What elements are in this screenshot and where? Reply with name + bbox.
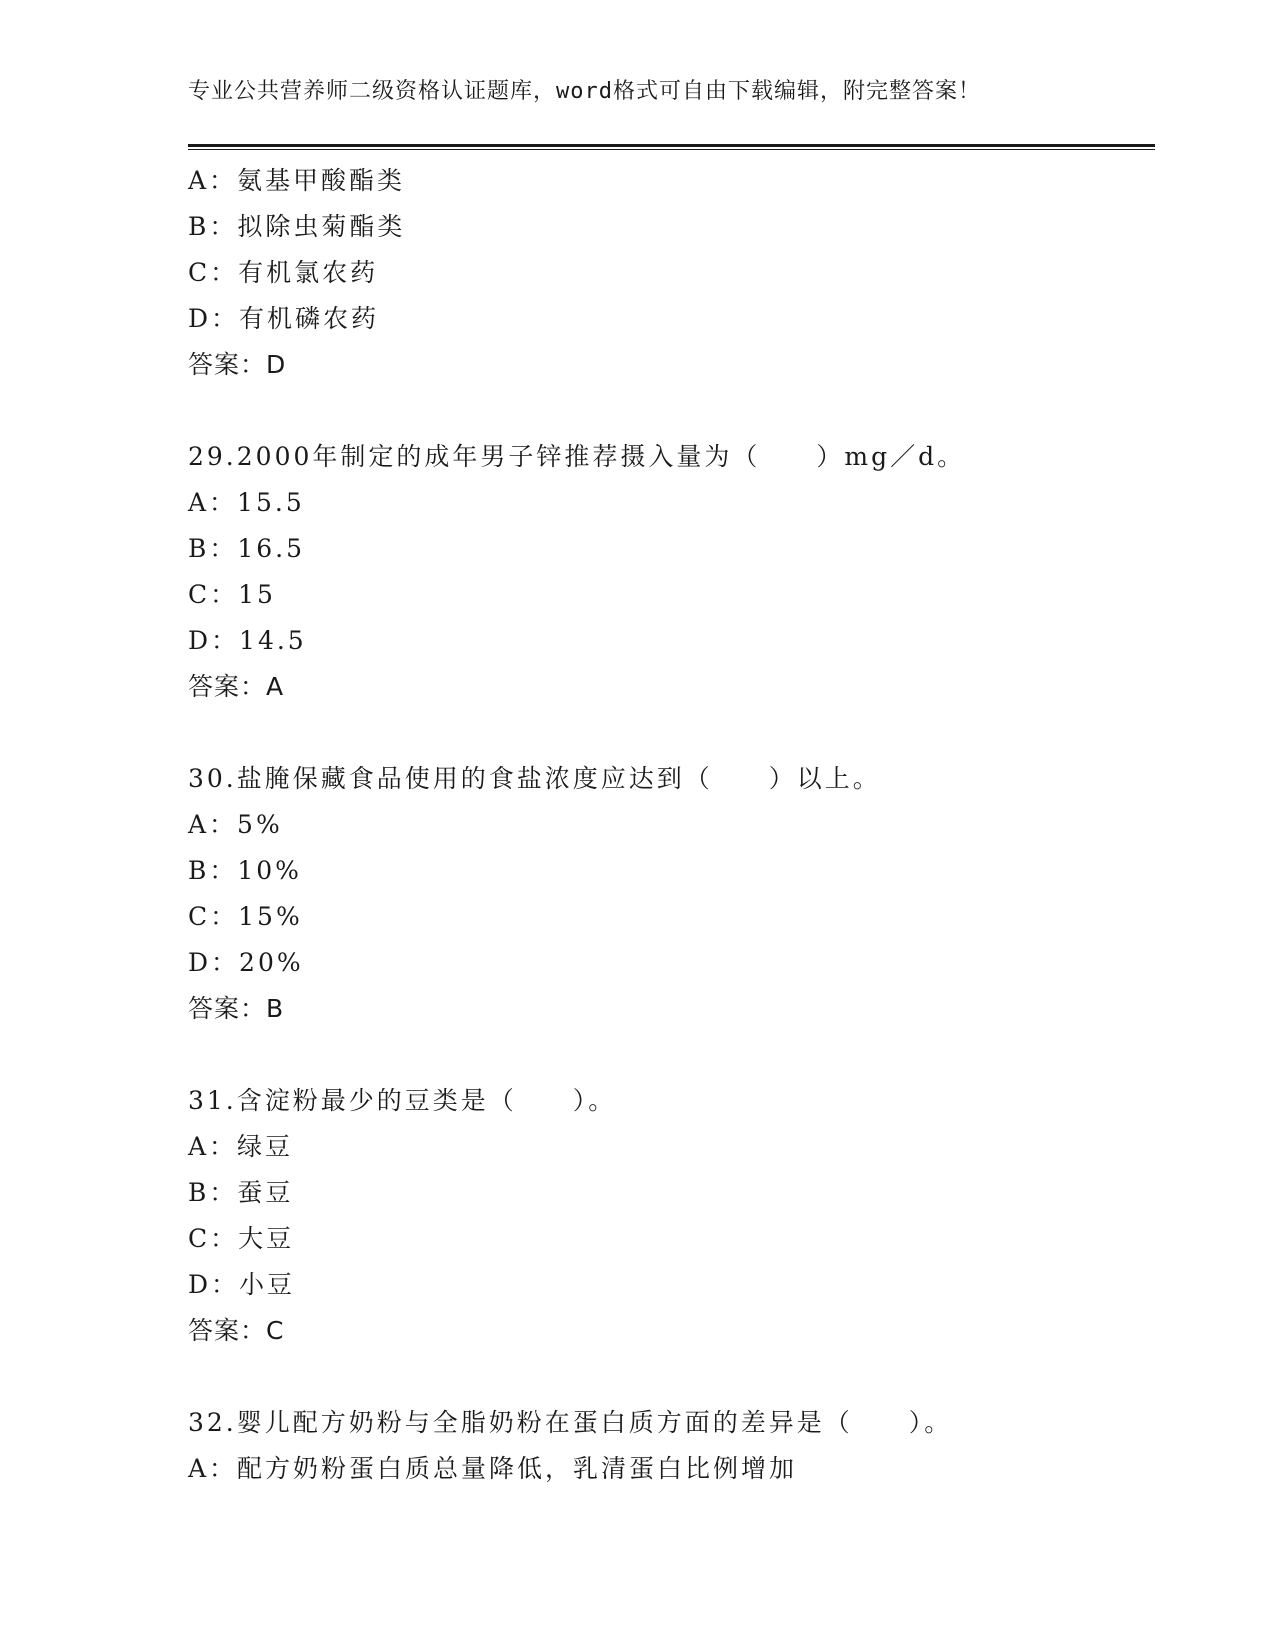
option-c: C：有机氯农药 [188,258,379,287]
question-31 [188,1078,1155,1354]
header-rule-thin [188,149,1155,150]
question-list [188,158,1155,1492]
option-a: A：5% [188,810,283,839]
option-b: B：拟除虫菊酯类 [188,212,406,241]
question-29 [188,434,1155,710]
option-d: D：有机磷农药 [188,304,380,333]
option-a: A：配方奶粉蛋白质总量降低，乳清蛋白比例增加 [188,1454,798,1483]
answer: 答案：C [188,1316,285,1345]
question-32 [188,1400,1155,1492]
option-c: C：大豆 [188,1224,295,1253]
answer: 答案：B [188,994,285,1023]
question-text: 32.婴儿配方奶粉与全脂奶粉在蛋白质方面的差异是（ ）。 [188,1408,953,1437]
option-b: B：16.5 [188,534,306,563]
option-d: D：20% [188,948,304,977]
header-rule-thick [188,144,1155,147]
spacer [188,1032,1155,1078]
option-c: C：15 [188,580,276,609]
option-d: D：14.5 [188,626,307,655]
option-a: A：氨基甲酸酯类 [188,166,406,195]
answer: 答案：A [188,672,285,701]
question-text: 29.2000年制定的成年男子锌推荐摄入量为（ ）mg／d。 [188,442,966,471]
option-a: A：绿豆 [188,1132,294,1161]
question-28 [188,158,1155,388]
question-text: 30.盐腌保藏食品使用的食盐浓度应达到（ ）以上。 [188,764,881,793]
option-d: D：小豆 [188,1270,296,1299]
option-b: B：10% [188,856,302,885]
spacer [188,388,1155,434]
option-c: C：15% [188,902,303,931]
spacer [188,710,1155,756]
page-header: 专业公共营养师二级资格认证题库，word格式可自由下载编辑，附完整答案！ [188,79,981,104]
spacer [188,1354,1155,1400]
option-b: B：蚕豆 [188,1178,294,1207]
answer: 答案：D [188,350,287,379]
option-a: A：15.5 [188,488,305,517]
question-text: 31.含淀粉最少的豆类是（ ）。 [188,1086,617,1115]
question-30 [188,756,1155,1032]
